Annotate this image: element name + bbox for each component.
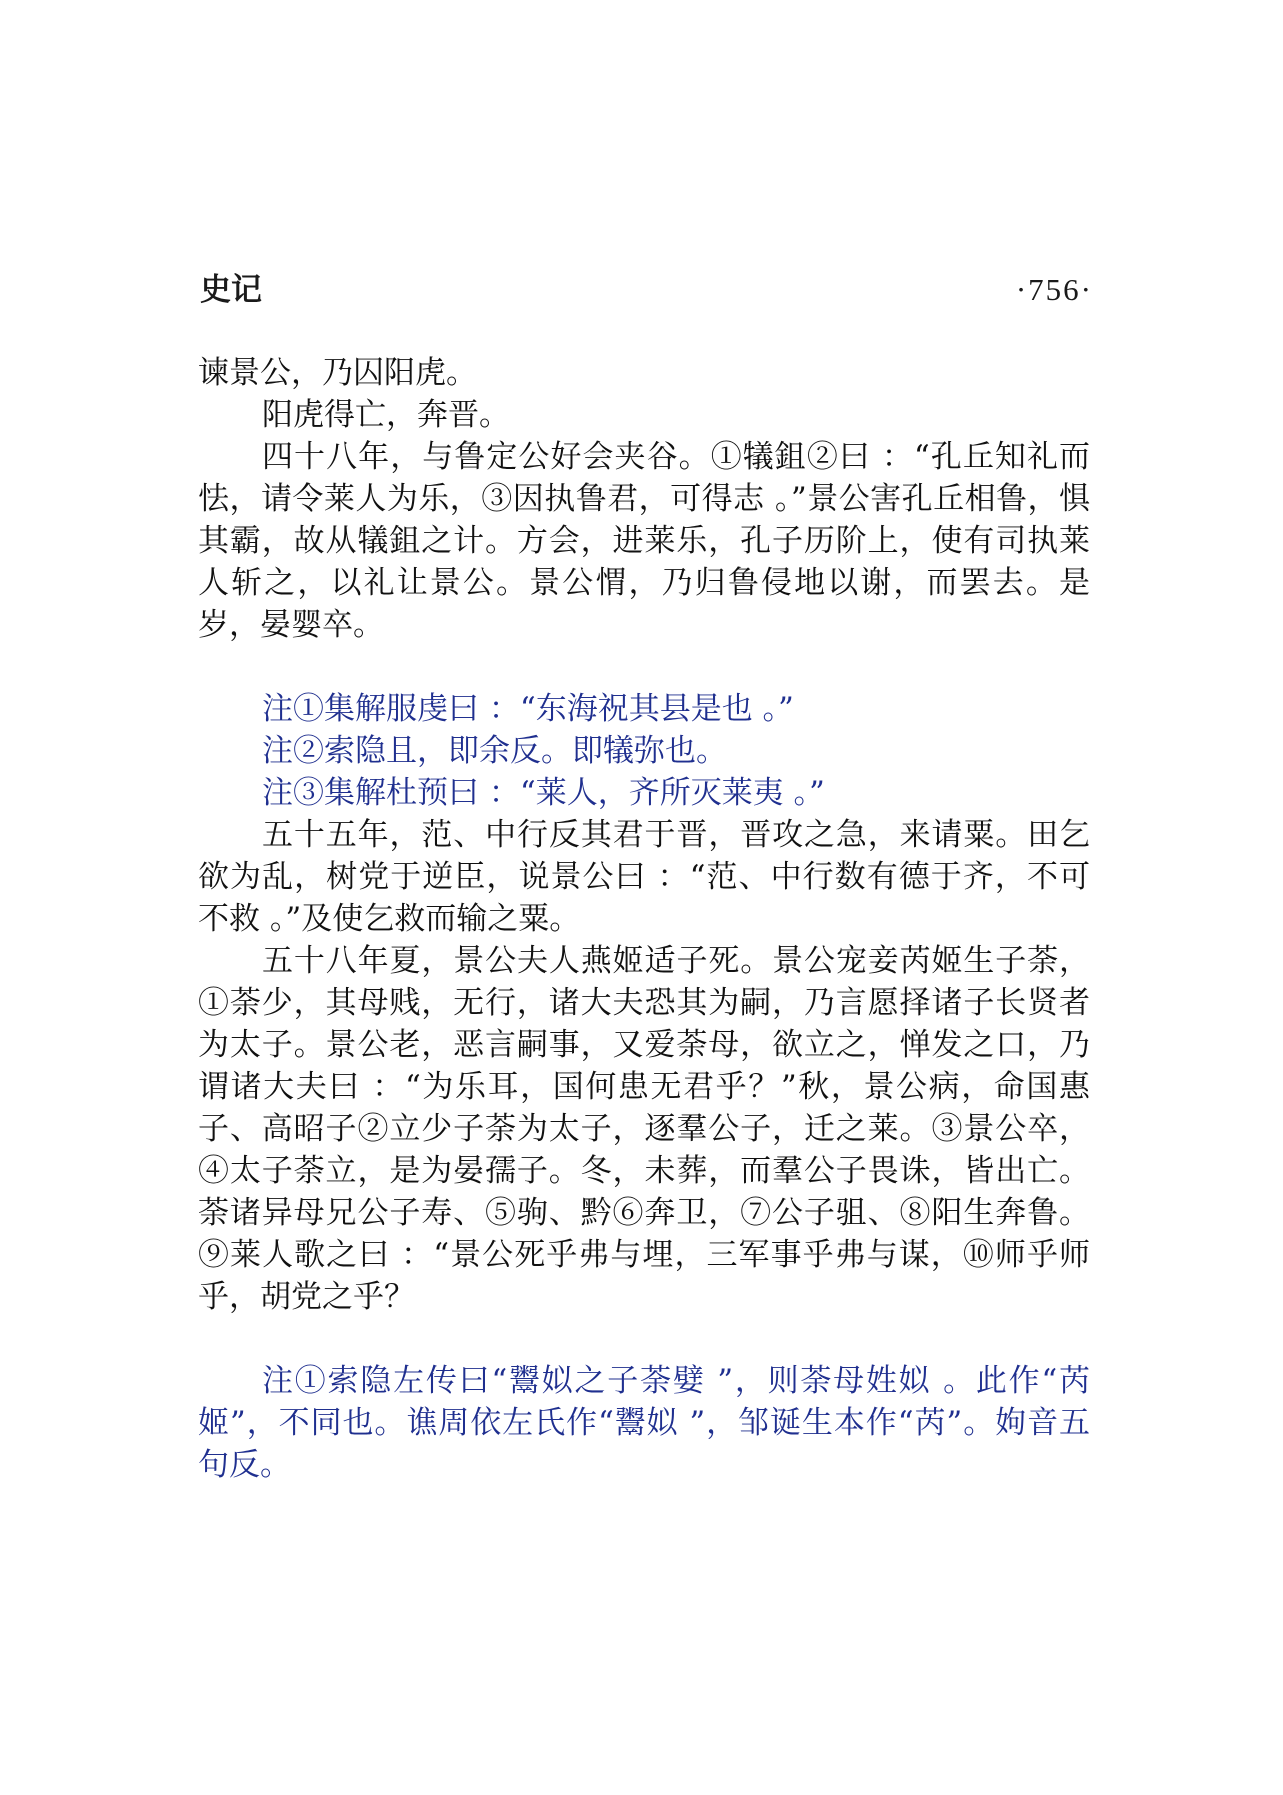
annotation-note: 注①集解服虔曰 ：“东海祝其县是也 。” [262, 691, 794, 727]
paragraph-5: 五十八年夏，景公夫人燕姬适子死。景公宠妾芮姬生子荼，①荼少，其母贱，无行，诸大夫恐其为嗣，乃言愿择诸子长贤者为太子。景公老，恶言嗣事，又爱荼母，欲立之，惮发之口，乃谓诸大夫曰 ：“为乐耳，国何患无君乎？”秋，景公病，命国惠子、高昭子②立少子荼为太子，逐羣公子，迁之莱。③景公卒，④太子荼立，是为晏孺子。冬，未葬，而羣公子畏诛，皆出亡。荼诸异母兄公子寿、⑤驹、黔⑥奔卫，⑦公子驵、⑧阳生奔鲁。⑨莱人歌之曰 ：“景公死乎弗与埋，三军事乎弗与谋，⑩师乎师乎，胡党之乎？ [198, 943, 1090, 1315]
section-gap [198, 646, 1090, 688]
paragraph-2: 阳虎得亡，奔晋。 [262, 397, 510, 433]
paragraph-3: 四十八年，与鲁定公好会夹谷。①犠鉏②曰 ：“孔丘知礼而怯，请令莱人为乐，③因执鲁君，可得志 。”景公害孔丘相鲁，惧其霸，故从犠鉏之计。方会，进莱乐，孔子历阶上，使有司执莱人斩之，以礼让景公。景公㥜，乃归鲁侵地以谢，而罢去。是岁，晏婴卒。 [198, 439, 1090, 643]
section-gap [198, 1318, 1090, 1360]
page-number: ·756· [1015, 272, 1093, 307]
annotation-note: 注③集解杜预曰 ：“莱人，齐所灭莱夷 。” [262, 775, 825, 811]
paragraph-4: 五十五年，范、中行反其君于晋，晋攻之急，来请粟。田乞欲为乱，树党于逆臣，说景公曰 ：“范、中行数有德于齐，不可不救 。”及使乞救而输之粟。 [198, 817, 1090, 937]
annotation-note: 注①索隐左传曰“鬻姒之子荼嬖 ”，则荼母姓姒 。此作“芮姬”，不同也。谯周依左氏作“鬻姒 ”，邹诞生本作“芮”。姁音五句反。 [198, 1363, 1090, 1483]
running-header-title: 史记 [200, 272, 262, 308]
annotation-note: 注②索隐且，即余反。即犠弥也。 [262, 733, 727, 769]
paragraph-1: 谏景公，乃囚阳虎。 [198, 355, 477, 391]
text-body [198, 352, 1090, 1486]
